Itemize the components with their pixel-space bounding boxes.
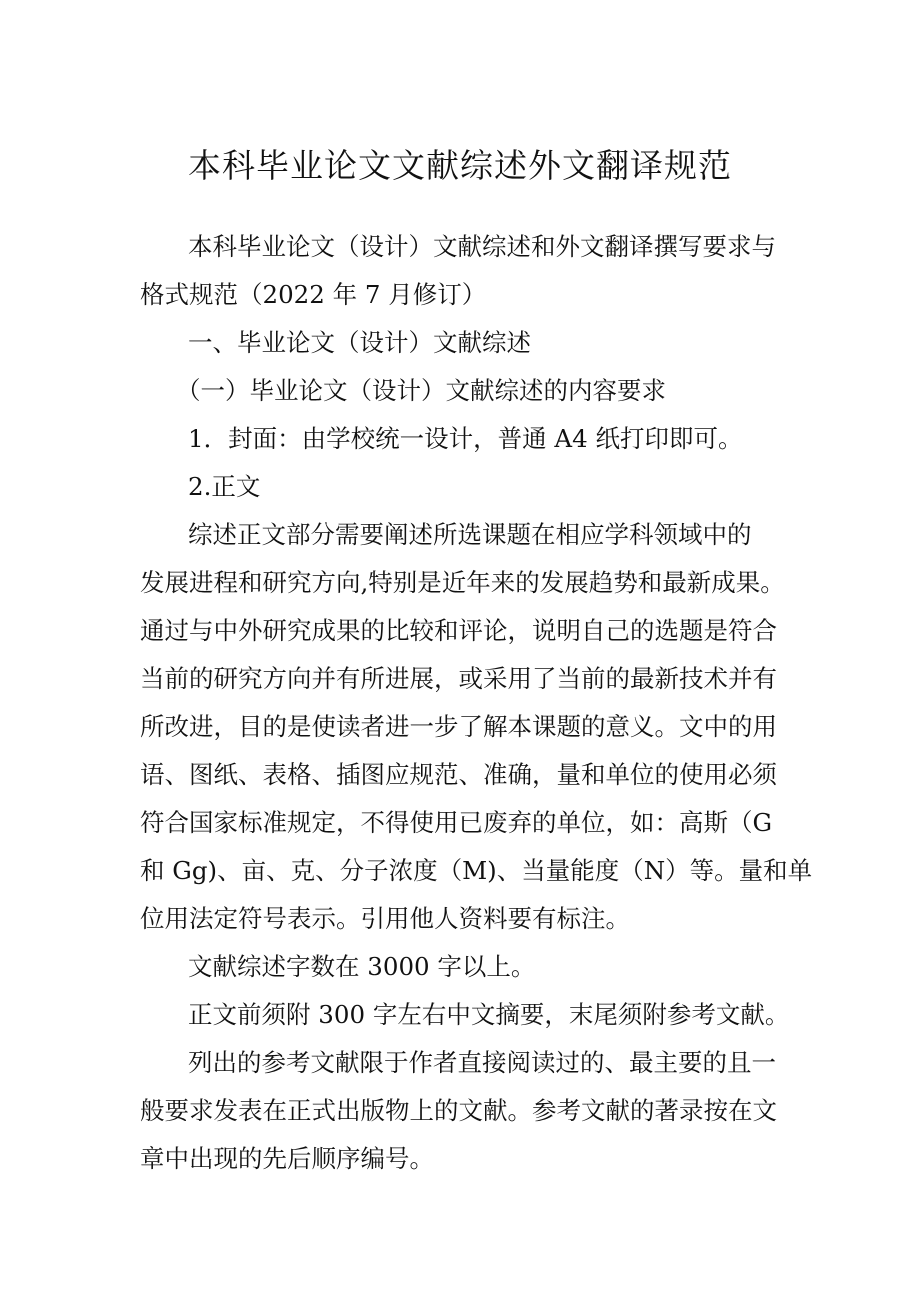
document-title: 本科毕业论文文献综述外文翻译规范 bbox=[188, 146, 732, 185]
paragraph-line: 章中出现的先后顺序编号。 bbox=[140, 1144, 434, 1173]
paragraph-line: 位用法定符号表示。引用他人资料要有标注。 bbox=[140, 904, 630, 933]
paragraph-line: 所改进，目的是使读者进一步了解本课题的意义。文中的用 bbox=[140, 712, 777, 741]
paragraph-line: 格式规范（2022 年 7 月修订） bbox=[140, 280, 487, 309]
list-item: 1．封面：由学校统一设计，普通 A4 纸打印即可。 bbox=[188, 424, 743, 453]
paragraph-line: 符合国家标准规定，不得使用已废弃的单位，如：高斯（G bbox=[140, 808, 773, 837]
paragraph-line: 正文前须附 300 字左右中文摘要，末尾须附参考文献。 bbox=[188, 1000, 790, 1029]
list-item: 2.正文 bbox=[188, 472, 261, 501]
paragraph-line: 语、图纸、表格、插图应规范、准确，量和单位的使用必须 bbox=[140, 760, 777, 789]
section-heading: 一、毕业论文（设计）文献综述 bbox=[188, 328, 531, 357]
paragraph-line: 当前的研究方向并有所进展，或采用了当前的最新技术并有 bbox=[140, 664, 777, 693]
paragraph-line: 本科毕业论文（设计）文献综述和外文翻译撰写要求与 bbox=[188, 232, 776, 261]
paragraph-line: 列出的参考文献限于作者直接阅读过的、最主要的且一 bbox=[188, 1048, 776, 1077]
paragraph-line: 通过与中外研究成果的比较和评论，说明自己的选题是符合 bbox=[140, 616, 777, 645]
paragraph-line: 文献综述字数在 3000 字以上。 bbox=[188, 952, 536, 981]
subsection-heading: （一）毕业论文（设计）文献综述的内容要求 bbox=[176, 376, 666, 405]
paragraph-line: 般要求发表在正式出版物上的文献。参考文献的著录按在文 bbox=[140, 1096, 777, 1125]
paragraph-line: 和 Gg)、亩、克、分子浓度（M)、当量能度（N）等。量和单 bbox=[140, 856, 813, 885]
paragraph-line: 发展进程和研究方向,特别是近年来的发展趋势和最新成果。 bbox=[140, 568, 785, 597]
paragraph-line: 综述正文部分需要阐述所选课题在相应学科领域中的 bbox=[188, 520, 752, 549]
